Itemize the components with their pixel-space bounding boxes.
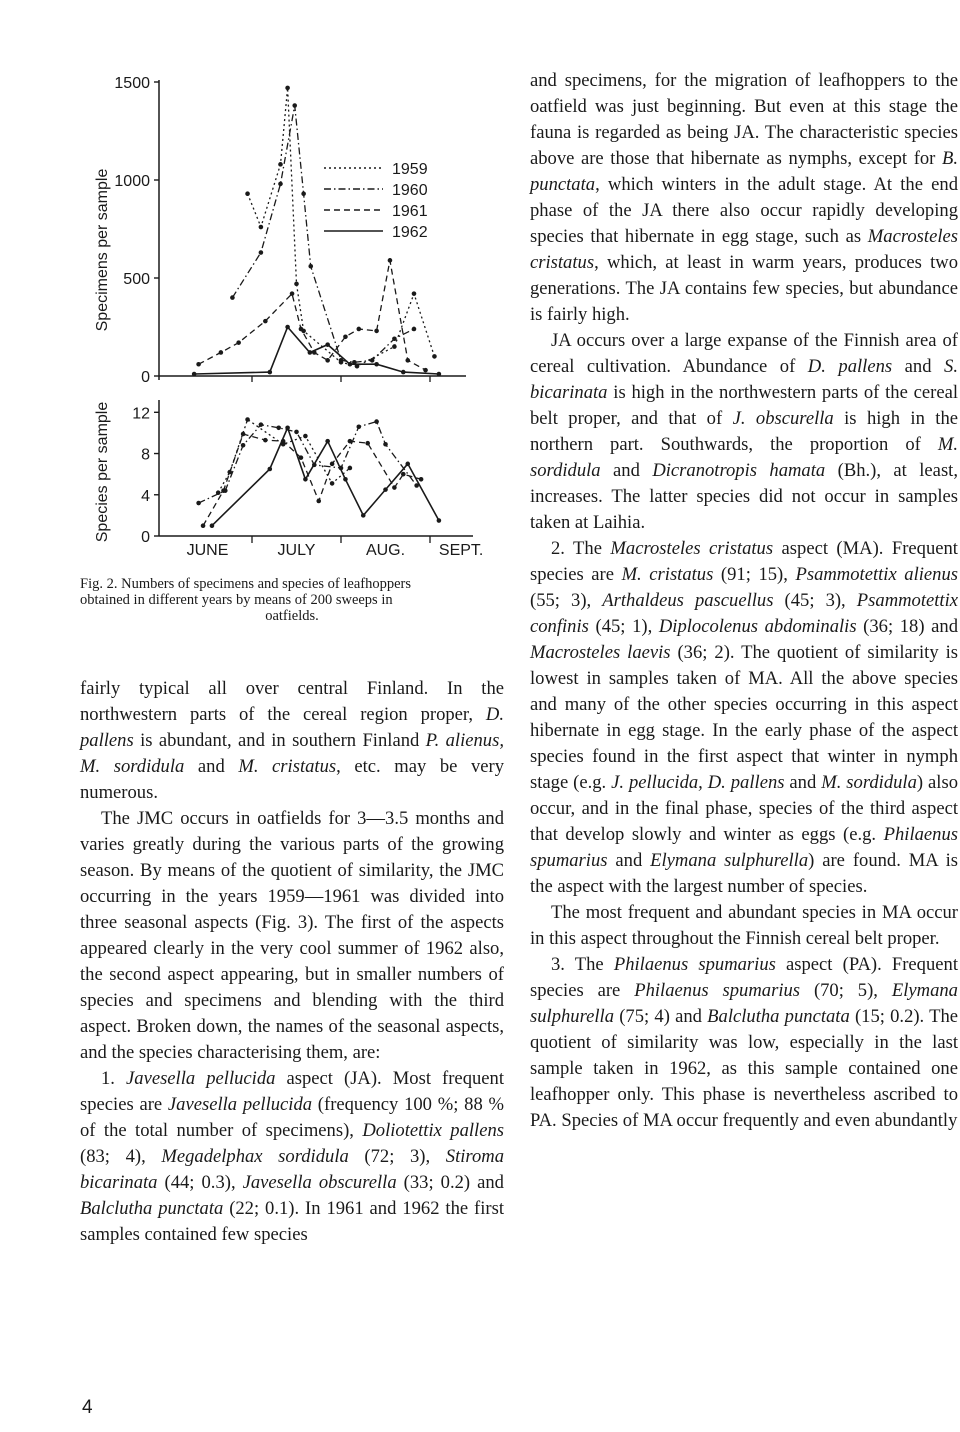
legend-label-1960: 1960: [392, 182, 428, 199]
data-point-1962: [325, 342, 330, 347]
data-point-1961: [343, 335, 348, 340]
legend-label-1961: 1961: [392, 203, 428, 220]
data-point-1962: [308, 350, 313, 355]
data-point-1962: [383, 487, 388, 492]
data-point-1959: [432, 354, 437, 359]
x-tick-label: AUG.: [365, 542, 406, 559]
caption-line-3: oatfields.: [265, 608, 319, 624]
data-point-1960: [357, 424, 362, 429]
data-point-1960: [241, 443, 246, 448]
data-point-1960: [370, 358, 375, 363]
data-point-1960: [276, 425, 281, 430]
data-point-1961: [423, 368, 428, 373]
data-point-1960: [308, 264, 313, 269]
page-number: 4: [82, 1397, 93, 1418]
series-line-1960-specimens: [232, 106, 414, 363]
y-tick-label: 500: [123, 271, 150, 288]
data-point-1959: [412, 291, 417, 296]
data-point-1961: [221, 488, 226, 493]
data-point-1961: [219, 350, 224, 355]
data-point-1962: [268, 467, 273, 472]
data-point-1961: [263, 319, 268, 324]
bottom-y-axis-label: Species per sample: [94, 401, 111, 543]
data-point-1960: [259, 250, 264, 255]
left-paragraph-2: The JMC occurs in oatfields for 3—3.5 months and varies greatly during the various parts of the growing season. By means of the quotient of similarity, the JMC occurring in the years 1959—1961 was divided into three seasonal aspects (Fig. 3). The first of the aspects appeared clearly in the very cool summer of 1962 also, the second aspect appearing, but in smaller numbers of species and specimens and blending with the third aspect. Broken down, the names of the seasonal aspects, and the species characterising them, are:: [80, 808, 504, 1063]
data-point-1960: [412, 327, 417, 332]
data-point-1961: [290, 291, 295, 296]
data-point-1962: [401, 370, 406, 375]
right-paragraph-2: JA occurs over a large expanse of the Finnish area of cereal cultivation. Abundance of D. pallens and S. bicarinata is high in the northwestern parts of the cereal belt proper, and that of J. obscurella is high in the northern part. Southwards, the proportion of M. sordidula and Dicranotropis hamata (Bh.), at least, increases. The latter species did not occur in samples taken at Laihia.: [530, 330, 958, 533]
data-point-1962: [285, 325, 290, 330]
legend-label-1962: 1962: [392, 224, 428, 241]
data-point-1960: [294, 430, 299, 435]
data-point-1961: [241, 432, 246, 437]
caption-line-1: Fig. 2. Numbers of specimens and species of leafhoppers: [80, 576, 412, 592]
data-point-1959: [330, 481, 335, 486]
data-point-1960: [196, 501, 201, 506]
figure-2: [78, 70, 498, 575]
data-point-1960: [383, 442, 388, 447]
data-point-1959: [294, 282, 299, 287]
legend-label-1959: 1959: [392, 161, 428, 178]
data-point-1961: [348, 439, 353, 444]
right-text-column: [530, 68, 958, 1134]
data-point-1960: [292, 103, 297, 108]
data-point-1961: [263, 438, 268, 443]
data-point-1962: [303, 477, 308, 482]
data-point-1961: [325, 358, 330, 363]
specimens-panel: [94, 75, 466, 386]
data-point-1959: [285, 86, 290, 91]
series-line-1961-species: [203, 434, 421, 526]
data-point-1962: [268, 370, 273, 375]
left-text-column: [80, 676, 504, 1248]
left-paragraph-3: 1. Javesella pellucida aspect (JA). Most frequent species are Javesella pellucida (frequency 100 %; 88 % of the total number of specimens), Doliotettix pallens (83; 4), Megadelphax sordidula (72; 3), Stiroma bicarinata (44; 0.3), Javesella obscurella (33; 0.2) and Balclutha punctata (22; 0.1). In 1961 and 1962 the first samples contained few species: [80, 1068, 504, 1245]
series-line-1962-specimens: [194, 327, 439, 374]
series-line-1959-species: [218, 420, 350, 493]
data-point-1962: [348, 362, 353, 367]
data-point-1962: [437, 518, 442, 523]
y-tick-label: 1500: [114, 75, 150, 92]
data-point-1961: [236, 340, 241, 345]
data-point-1961: [365, 441, 370, 446]
figure-caption: [80, 576, 504, 624]
data-point-1961: [299, 327, 304, 332]
data-point-1960: [259, 422, 264, 427]
series-line-1962-species: [212, 428, 439, 526]
data-point-1962: [210, 523, 215, 528]
right-paragraph-3: 2. The Macrosteles cristatus aspect (MA). Frequent species are M. cristatus (91; 15), Psammotettix alienus (55; 3), Arthaldeus pascuellus (45; 3), Psammotettix confinis (45; 1), Diplocolenus abdominalis (36; 18) and Macrosteles laevis (36; 2). The quotient of similarity is lowest in samples taken of MA. All the above species and many of the other species occurring in this aspect hibernate in egg stage. In the early phase of the aspect species found in the first aspect that winter in nymph stage (e.g. J. pellucida, D. pallens and M. sordidula) also occur, and in the final phase, species of the third aspect that develop slowly and winter as eggs (e.g. Philaenus spumarius and Elymana sulphurella) are found. MA is the aspect with the largest number of species.: [530, 538, 959, 897]
data-point-1960: [278, 182, 283, 187]
x-tick-label: JULY: [277, 542, 316, 559]
species-panel: [94, 400, 473, 546]
data-point-1961: [201, 523, 206, 528]
y-tick-label: 12: [132, 405, 150, 423]
data-point-1959: [348, 466, 353, 471]
leafhopper-charts: [78, 70, 498, 575]
right-paragraph-4: The most frequent and abundant species in MA occur in this aspect throughout the Finnish cereal belt proper.: [530, 902, 958, 949]
data-point-1961: [374, 329, 379, 334]
data-point-1959: [392, 344, 397, 349]
caption-line-2: obtained in different years by means of 200 sweeps in: [80, 592, 393, 608]
data-point-1959: [259, 225, 264, 230]
data-point-1961: [316, 499, 321, 504]
data-point-1962: [361, 513, 366, 518]
data-point-1960: [374, 419, 379, 424]
data-point-1961: [330, 462, 335, 467]
series-line-1961-specimens: [199, 260, 426, 370]
right-paragraph-5: 3. The Philaenus spumarius aspect (PA). Frequent species are Philaenus spumarius (70; 5), Elymana sulphurella (75; 4) and Balclutha punctata (15; 0.2). The quotient of similarity was low, especially in the last sample taken in 1962, as this sample contained one leafhopper only. This phase is nevertheless ascribed to PA. Species of MA occur frequently and even abundantly: [530, 954, 958, 1131]
data-point-1962: [343, 477, 348, 482]
data-point-1962: [325, 439, 330, 444]
y-tick-label: 8: [141, 446, 150, 464]
data-point-1960: [230, 295, 235, 300]
right-paragraph-1: and specimens, for the migration of leafhoppers to the oatfield was just beginning. But even at this stage the fauna is regarded as being JA. The characteristic species above are those that hibernate as nymphs, except for B. punctata, which winters in the adult stage. At the end phase of the JA there also occur rapidly developing species that hibernate in egg stage, such as Macrosteles cristatus, which, at least in warm years, produces two generations. The JA contains few species, but abundance is fairly high.: [530, 70, 958, 325]
data-point-1962: [405, 462, 410, 467]
data-point-1962: [437, 372, 442, 377]
data-point-1961: [405, 358, 410, 363]
data-point-1959: [278, 162, 283, 167]
data-point-1961: [299, 455, 304, 460]
data-point-1959: [245, 417, 250, 422]
y-tick-label: 4: [141, 487, 150, 505]
data-point-1960: [392, 336, 397, 341]
data-point-1961: [392, 485, 397, 490]
top-y-axis-label: Specimens per sample: [94, 168, 111, 332]
data-point-1962: [285, 425, 290, 430]
y-tick-label: 0: [141, 369, 150, 386]
data-point-1961: [401, 472, 406, 477]
data-point-1962: [192, 372, 197, 377]
y-tick-label: 0: [141, 529, 150, 546]
data-point-1961: [196, 362, 201, 367]
data-point-1961: [388, 258, 393, 263]
data-point-1961: [419, 477, 424, 482]
left-paragraph-1: fairly typical all over central Finland. In the northwestern parts of the cereal region proper, D. pallens is abundant, and in southern Finland P. alienus, M. sordidula and M. cristatus, etc. may be very numerous.: [80, 678, 505, 803]
y-tick-label: 1000: [114, 173, 150, 190]
data-point-1961: [357, 327, 362, 332]
x-tick-label: JUNE: [186, 542, 229, 559]
legend: [324, 161, 428, 241]
data-point-1960: [301, 191, 306, 196]
data-point-1962: [374, 362, 379, 367]
data-point-1959: [245, 191, 250, 196]
x-tick-label: SEPT.: [438, 542, 484, 559]
data-point-1959: [303, 434, 308, 439]
